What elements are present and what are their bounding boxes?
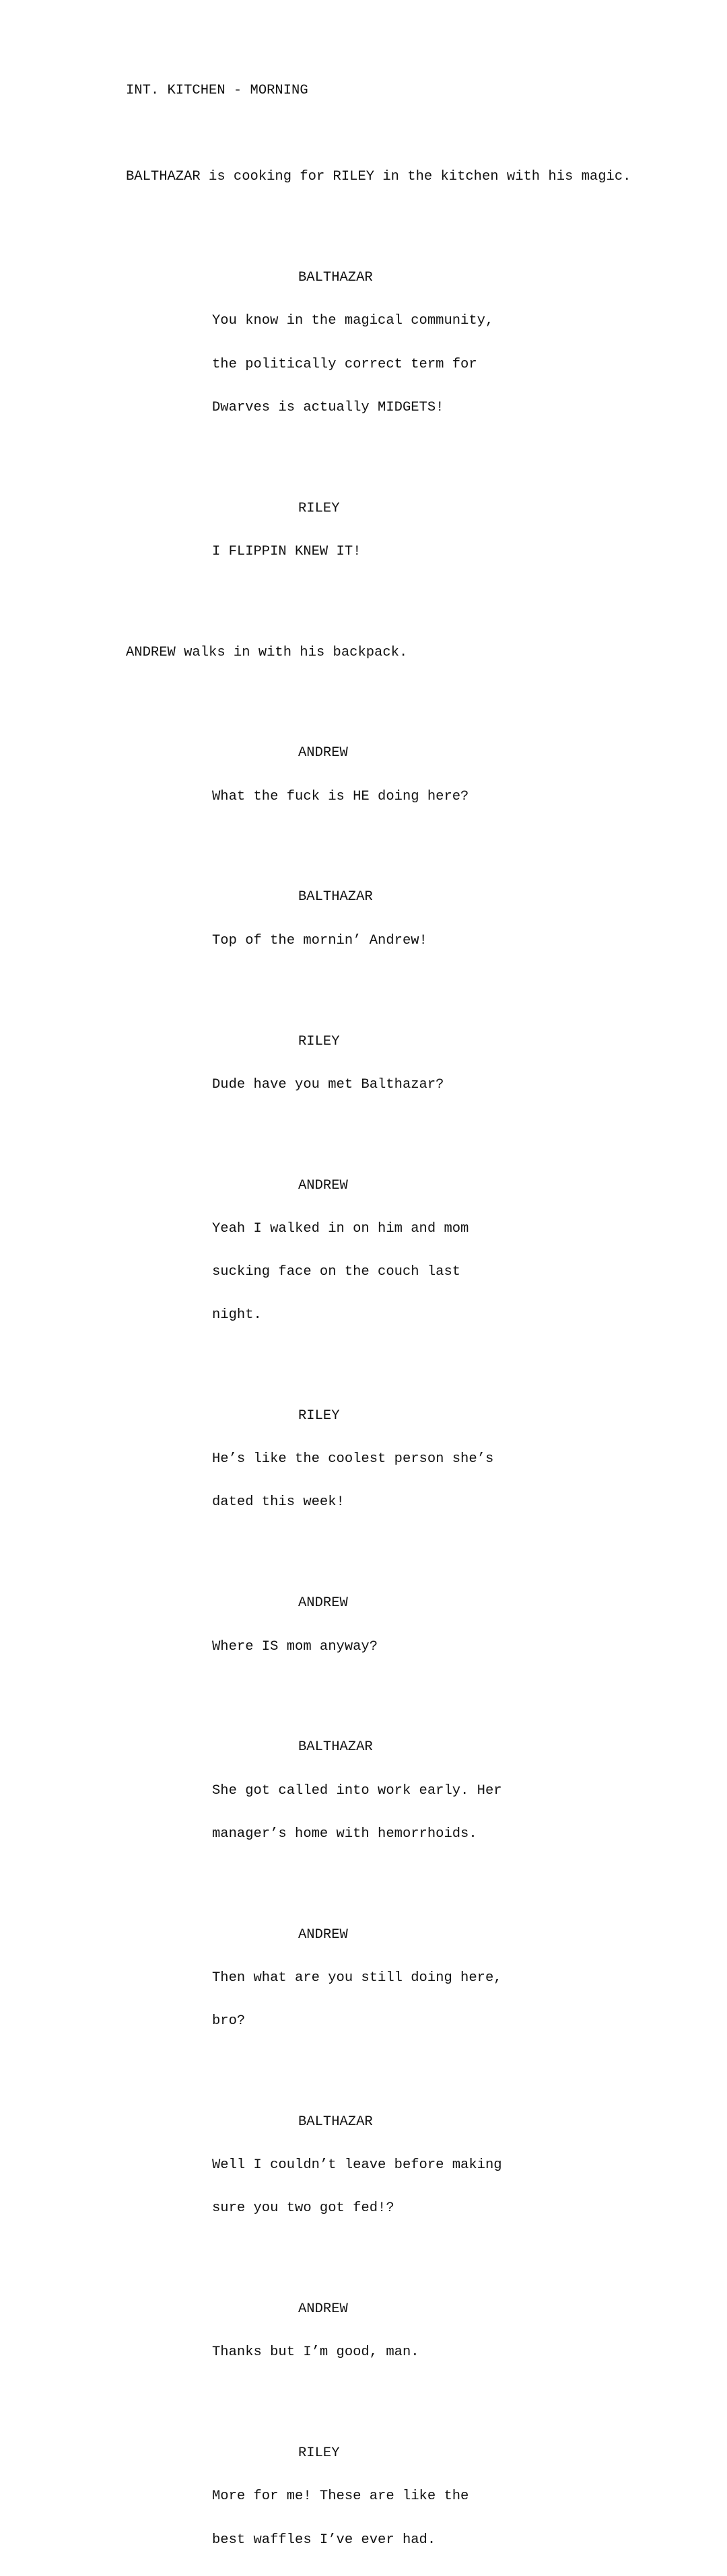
blank-line — [126, 833, 705, 847]
dialogue-line: Dude have you met Balthazar? — [212, 1076, 444, 1092]
dialogue-line: dated this week! — [212, 1494, 345, 1510]
character-name: RILEY — [298, 1408, 340, 1424]
dialogue-line: More for me! These are like the — [212, 2488, 469, 2505]
blank-line — [126, 2245, 705, 2259]
character-name: RILEY — [298, 1033, 340, 1049]
blank-line — [126, 213, 705, 227]
blank-line — [126, 2389, 705, 2403]
scene-heading: INT. KITCHEN - MORNING — [126, 82, 308, 98]
dialogue-line: Where IS mom anyway? — [212, 1638, 378, 1655]
character-name: BALTHAZAR — [298, 889, 373, 905]
dialogue-line: the politically correct term for — [212, 356, 477, 372]
character-name: ANDREW — [298, 745, 348, 761]
blank-line — [126, 588, 705, 602]
blank-line — [126, 1870, 705, 1884]
dialogue-line: Thanks but I’m good, man. — [212, 2344, 419, 2361]
character-name: BALTHAZAR — [298, 270, 373, 286]
dialogue-line: You know in the magical community, — [212, 313, 494, 329]
blank-line — [126, 1121, 705, 1135]
blank-line — [126, 689, 705, 703]
dialogue-line: She got called into work early. Her — [212, 1782, 502, 1799]
dialogue-line: bro? — [212, 2013, 246, 2029]
dialogue-line: sucking face on the couch last — [212, 1264, 461, 1280]
dialogue-line: Then what are you still doing here, — [212, 1970, 502, 1986]
dialogue-line: Dwarves is actually MIDGETS! — [212, 399, 444, 415]
dialogue-line: manager’s home with hemorrhoids. — [212, 1825, 477, 1842]
character-name: BALTHAZAR — [298, 1739, 373, 1755]
blank-line — [126, 1351, 705, 1365]
blank-line — [126, 977, 705, 991]
dialogue-line: best waffles I’ve ever had. — [212, 2532, 436, 2548]
dialogue-line: Well I couldn’t leave before making — [212, 2157, 502, 2173]
dialogue-line: sure you two got fed!? — [212, 2200, 394, 2217]
dialogue-line: What the fuck is HE doing here? — [212, 788, 469, 804]
blank-line — [126, 444, 705, 458]
character-name: ANDREW — [298, 1926, 348, 1943]
blank-line — [126, 127, 705, 141]
action-line: ANDREW walks in with his backpack. — [126, 644, 408, 660]
dialogue-line: Yeah I walked in on him and mom — [212, 1220, 469, 1237]
screenplay-text — [126, 55, 705, 2576]
dialogue-line: I FLIPPIN KNEW IT! — [212, 543, 361, 559]
dialogue-line: night. — [212, 1307, 262, 1323]
character-name: RILEY — [298, 2445, 340, 2462]
dialogue-line: He’s like the coolest person she’s — [212, 1451, 494, 1467]
character-name: ANDREW — [298, 1177, 348, 1193]
character-name: ANDREW — [298, 2301, 348, 2318]
blank-line — [126, 1683, 705, 1697]
blank-line — [126, 2057, 705, 2071]
character-name: BALTHAZAR — [298, 2114, 373, 2130]
action-line: BALTHAZAR is cooking for RILEY in the kitchen with his magic. — [126, 169, 631, 185]
dialogue-line: Top of the mornin’ Andrew! — [212, 932, 427, 948]
character-name: ANDREW — [298, 1595, 348, 1611]
character-name: RILEY — [298, 500, 340, 516]
blank-line — [126, 1539, 705, 1553]
